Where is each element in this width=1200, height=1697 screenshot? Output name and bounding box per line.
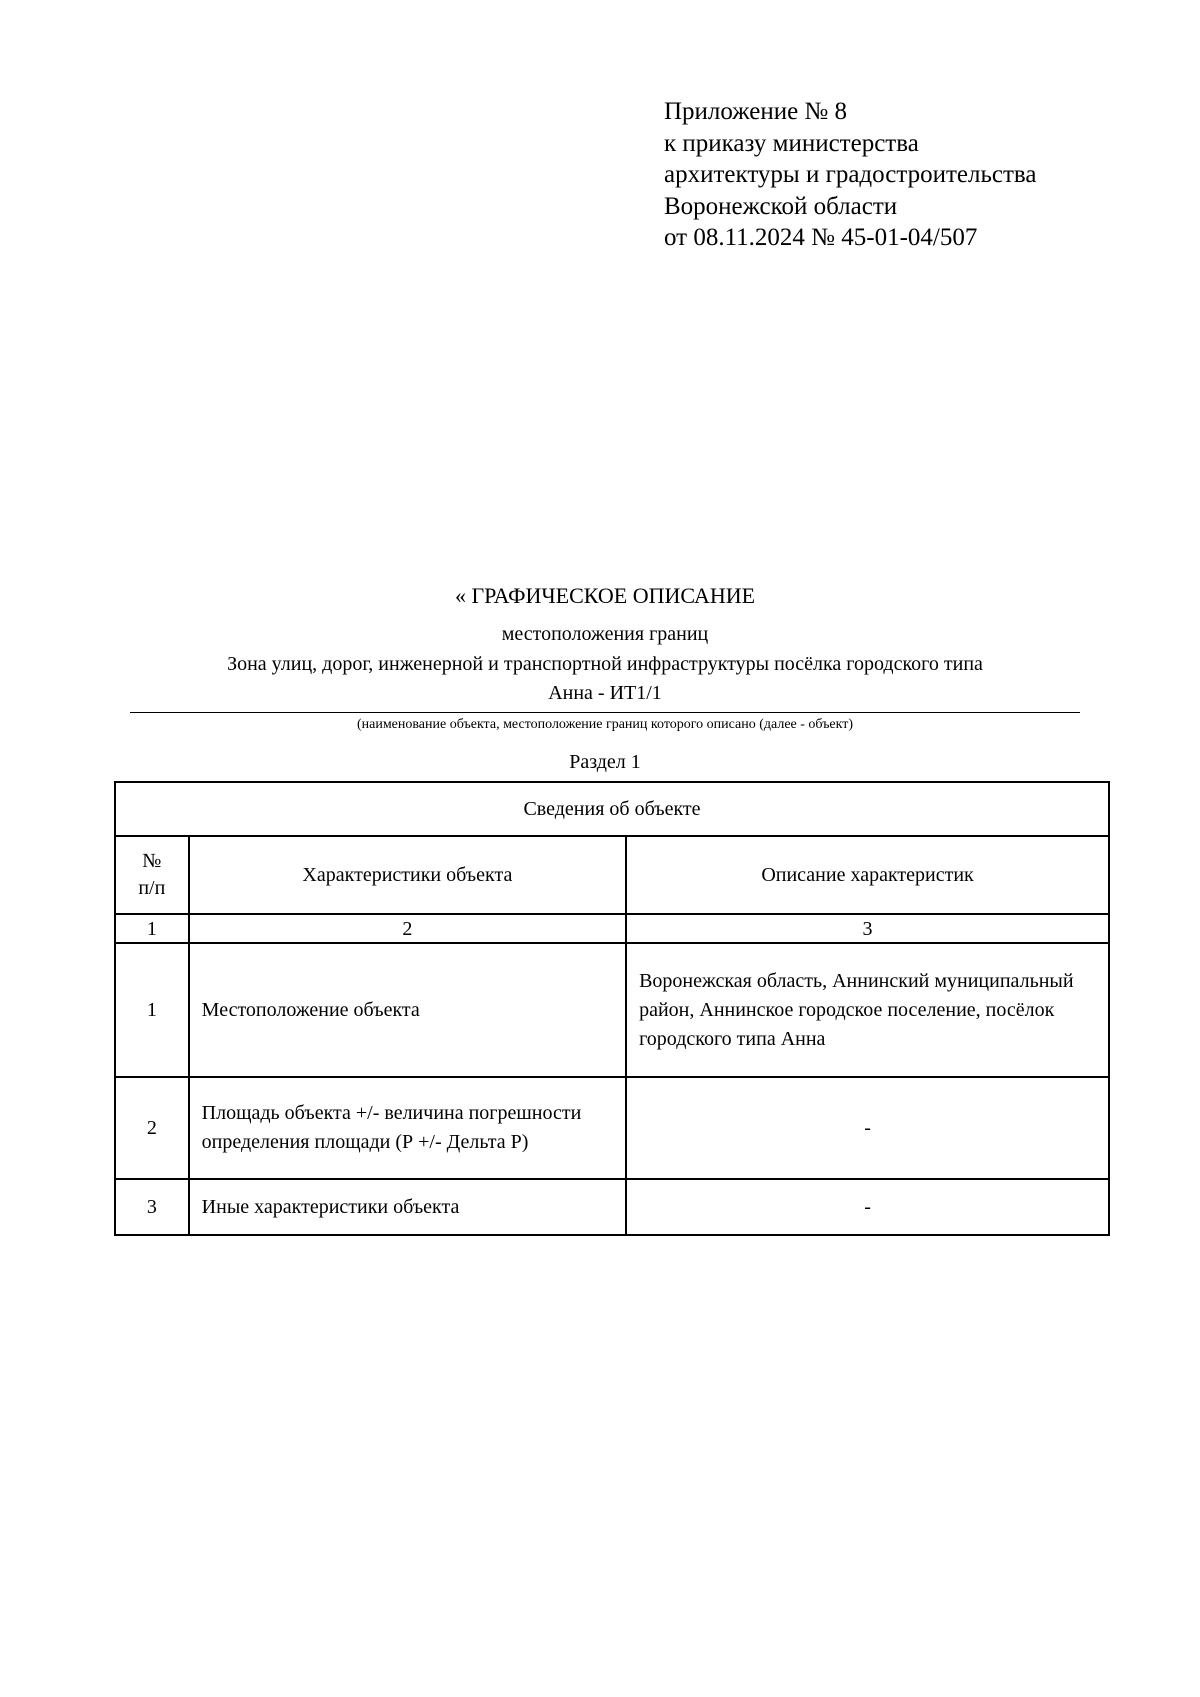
- object-info-table: [114, 781, 1110, 1236]
- header-description: Описание характеристик: [626, 836, 1109, 914]
- object-name: [130, 650, 1080, 708]
- row-description: -: [626, 1077, 1109, 1179]
- row-number: 3: [115, 1179, 189, 1235]
- title-block: [130, 583, 1080, 774]
- header-characteristic: Характеристики объекта: [189, 836, 626, 914]
- appendix-line: от 08.11.2024 № 45-01-04/507: [664, 224, 978, 251]
- document-subtitle: местоположения границ: [501, 623, 709, 645]
- row-number: 2: [115, 1077, 189, 1179]
- table-row: [115, 1077, 1109, 1179]
- object-name-line: Анна - ИТ1/1: [548, 682, 662, 704]
- row-description: Воронежская область, Аннинский муниципальный район, Аннинское городское поселение, посёлок городского типа Анна: [626, 943, 1109, 1077]
- column-numbers-row: [115, 914, 1109, 943]
- document-title: « ГРАФИЧЕСКОЕ ОПИСАНИЕ: [454, 583, 756, 608]
- row-number: 1: [115, 943, 189, 1077]
- column-number: 2: [189, 914, 626, 943]
- appendix-line: архитектуры и градостроительства: [664, 161, 1037, 188]
- row-characteristic: Местоположение объекта: [189, 943, 626, 1077]
- appendix-line: к приказу министерства: [664, 129, 919, 157]
- column-number: 1: [115, 914, 189, 943]
- table-row: [115, 1179, 1109, 1235]
- object-name-line: Зона улиц, дорог, инженерной и транспортной инфраструктуры посёлка городского типа: [227, 653, 983, 675]
- table-caption: Сведения об объекте: [115, 782, 1109, 836]
- section-label: Раздел 1: [569, 751, 641, 773]
- table-row: [115, 943, 1109, 1077]
- object-name-underline: [130, 712, 1080, 713]
- row-characteristic: Иные характеристики объекта: [189, 1179, 626, 1235]
- column-number: 3: [626, 914, 1109, 943]
- header-num-line: №: [142, 850, 162, 872]
- appendix-block: [664, 96, 1036, 254]
- table-header-row: [115, 836, 1109, 914]
- appendix-line: Воронежской области: [664, 192, 898, 220]
- table-caption-row: [115, 782, 1109, 836]
- header-num-line: п/п: [138, 877, 166, 899]
- object-caption: (наименование объекта, местоположение границ которого описано (далее - объект): [356, 717, 854, 732]
- appendix-line: Приложение № 8: [664, 98, 848, 125]
- row-characteristic: Площадь объекта +/- величина погрешности определения площади (Р +/- Дельта Р): [189, 1077, 626, 1179]
- header-num: [115, 836, 189, 914]
- row-description: -: [626, 1179, 1109, 1235]
